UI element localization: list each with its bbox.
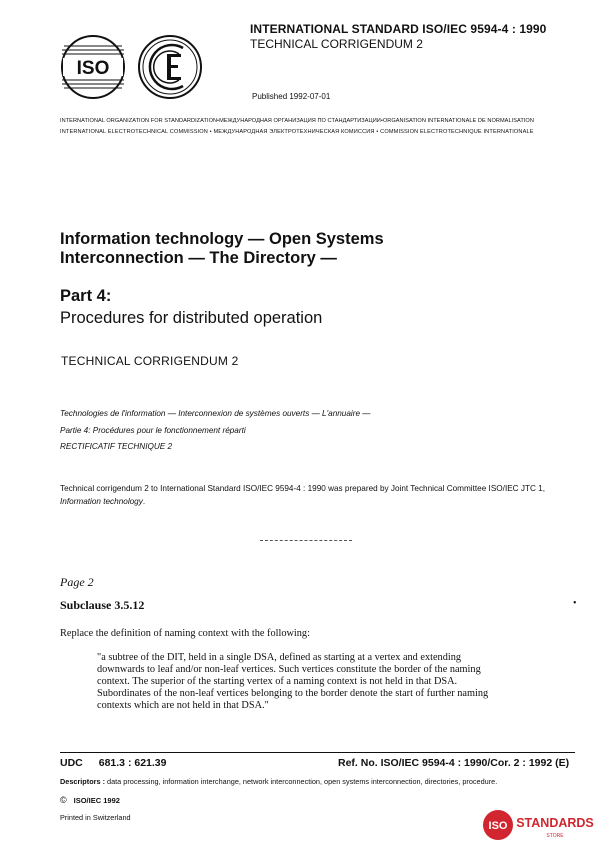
french-title-line-1: Technologies de l'information — Interconnexion de systèmes ouverts — L'annuaire — — [60, 409, 371, 418]
organization-line-2: INTERNATIONAL ELECTROTECHNICAL COMMISSION • МЕЖДУНАРОДНАЯ ЭЛЕКТРОТЕХНИЧЕСКАЯ КОМИССИЯ • COMMISSION ELECTROTECHNIQUE INTERNATIONALE — [60, 129, 534, 135]
badge-brand-text: STANDARDS — [516, 816, 594, 830]
french-title-line-3: RECTIFICATIF TECHNIQUE 2 — [60, 442, 173, 451]
organization-line-1: INTERNATIONAL ORGANIZATION FOR STANDARDIZATION•МЕЖДУНАРОДНАЯ ОРГАНИЗАЦИЯ ПО СТАНДАРТИЗАЦИИ•ORGANISATION INTERNATIONALE DE NORMALISATION — [60, 118, 534, 124]
iso-standards-store-badge — [482, 808, 596, 842]
badge-store-text: STORE — [546, 833, 564, 839]
quote-line: context. The superior of the starting vertex of a naming context is not held in that DSA. — [97, 676, 458, 687]
copyright-text: ISO/IEC 1992 — [73, 796, 120, 805]
descriptors — [60, 777, 497, 786]
definition-quote — [97, 652, 517, 712]
corrigendum-label: TECHNICAL CORRIGENDUM 2 — [61, 354, 239, 368]
section-divider — [260, 540, 352, 541]
iso-logo — [60, 34, 126, 100]
copyright — [60, 795, 120, 805]
udc-classification — [60, 757, 166, 769]
footer-rule — [60, 752, 575, 753]
intro-end: . — [142, 497, 146, 506]
published-date: Published 1992-07-01 — [252, 92, 331, 101]
descriptors-label: Descriptors : — [60, 777, 106, 786]
iso-logo-text: ISO — [76, 58, 110, 79]
printed-location: Printed in Switzerland — [60, 813, 131, 822]
quote-line: contexts which are not held in that DSA." — [97, 700, 269, 711]
standard-title: INTERNATIONAL STANDARD ISO/IEC 9594-4 : 1990 — [250, 22, 547, 36]
subclause-heading: Subclause 3.5.12 — [60, 598, 145, 612]
descriptors-text: data processing, information interchange, network interconnection, open systems interconnection, directories, procedure. — [105, 777, 498, 786]
intro-paragraph — [60, 482, 576, 508]
replace-instruction: Replace the definition of naming context with the following: — [60, 628, 310, 639]
copyright-icon: © — [60, 795, 67, 805]
margin-bullet: • — [573, 598, 577, 609]
part-subtitle: Procedures for distributed operation — [60, 309, 323, 327]
quote-line: downwards to leaf and/or non-leaf vertices. Such vertices constitute the border of the naming — [97, 664, 481, 675]
udc-value: 681.3 : 621.39 — [98, 757, 167, 769]
document-title-line-1: Information technology — Open Systems — [60, 230, 384, 248]
part-number: Part 4: — [60, 287, 112, 305]
committee-name: Information technology — [60, 497, 143, 506]
document-title-line-2: Interconnection — The Directory — — [60, 249, 337, 267]
quote-line: Subordinates of the non-leaf vertices belonging to the border denote the start of further naming — [97, 688, 489, 699]
iec-logo-text: IEC — [137, 34, 139, 35]
udc-label: UDC — [60, 757, 83, 769]
intro-text: Technical corrigendum 2 to International Standard ISO/IEC 9594-4 : 1990 was prepared by Joint Technical Committee ISO/IEC JTC 1, — [60, 484, 545, 493]
quote-line: "a subtree of the DIT, held in a single DSA, defined as starting at a vertex and extending — [97, 652, 462, 663]
reference-number: Ref. No. ISO/IEC 9594-4 : 1990/Cor. 2 : 1992 (E) — [338, 757, 570, 769]
page-reference: Page 2 — [60, 575, 94, 589]
corrigendum-subtitle: TECHNICAL CORRIGENDUM 2 — [250, 37, 423, 51]
iec-logo — [137, 34, 203, 100]
badge-iso-text: ISO — [488, 820, 508, 832]
french-title-line-2: Partie 4: Procédures pour le fonctionnement réparti — [60, 426, 246, 435]
